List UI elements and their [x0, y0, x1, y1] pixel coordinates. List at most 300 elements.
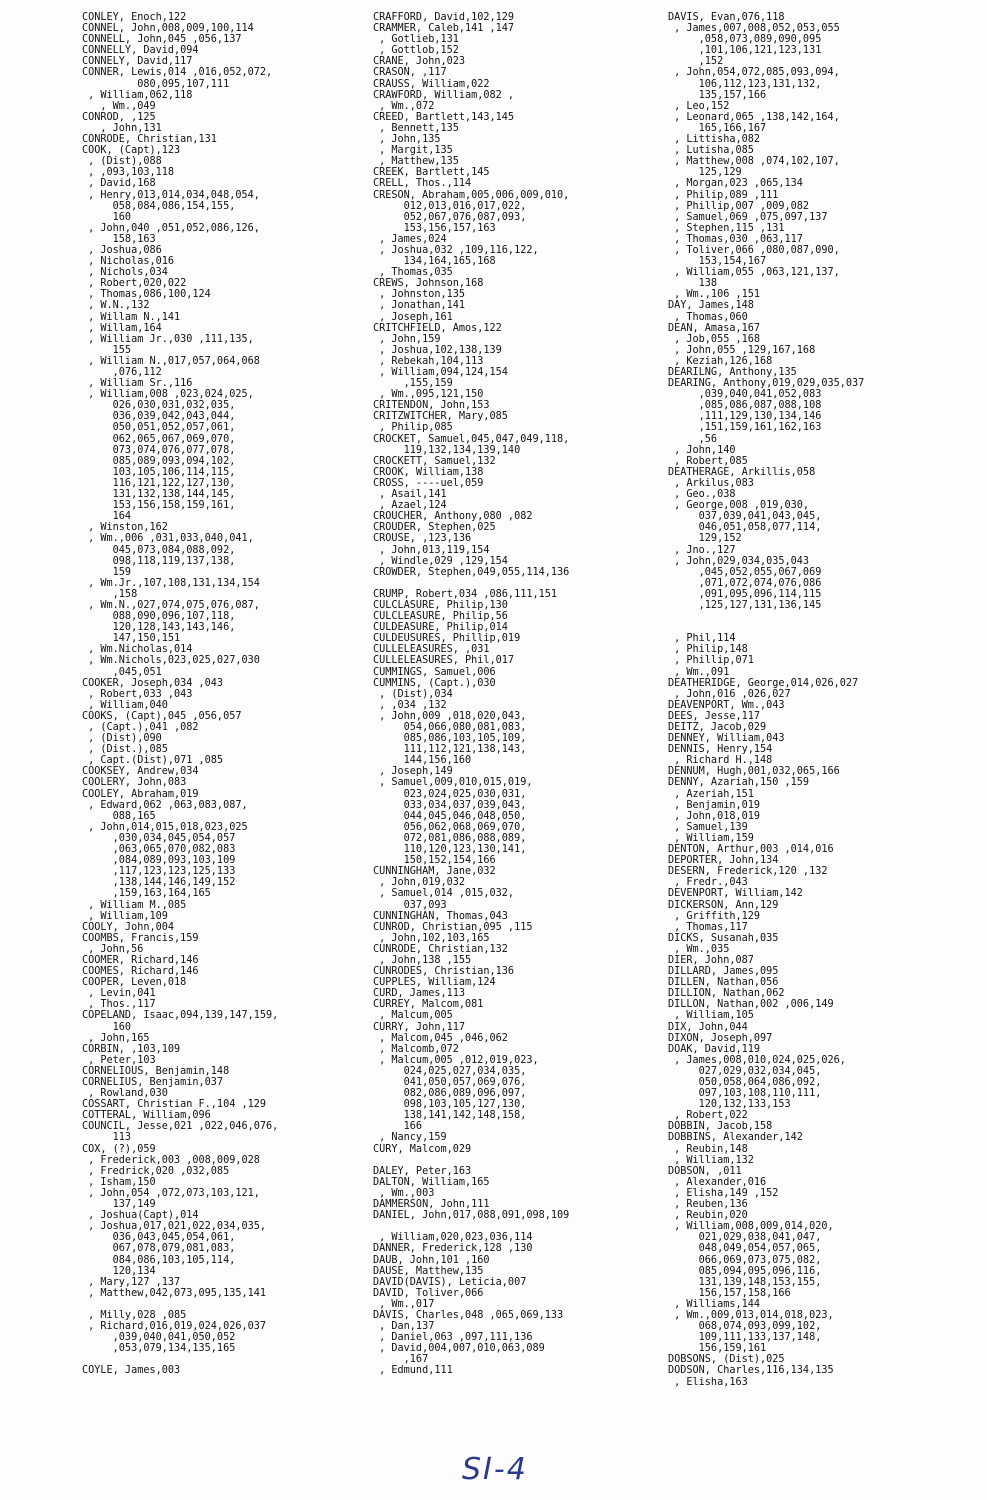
index-entry-line: CROUCHER, Anthony,080 ,082 [373, 511, 533, 523]
index-entry-line: , Fredrick,020 ,032,085 [82, 1165, 230, 1177]
index-entry-line: CONRODE, Christian,131 [82, 134, 217, 146]
index-entry-line: , Henry,013,014,034,048,054, [82, 189, 260, 201]
index-entry-line: , John,055 ,129,167,168 [668, 344, 816, 356]
index-entry-line: CRAMMER, Caleb,141 ,147 [373, 23, 515, 35]
index-entry-line: CROUSE, ,123,136 [373, 533, 472, 545]
index-entry-line: DOAK, David,119 [668, 1043, 761, 1055]
index-entry-line: CRESON, Abraham,005,006,009,010, [373, 189, 570, 201]
index-entry-line: , John,016 ,026,027 [668, 688, 791, 700]
index-entry-line: 054,066,080,081,083, [373, 722, 527, 733]
index-entry-line: 085,094,095,096,116, [668, 1265, 822, 1277]
index-entry-line: CRITCHFIELD, Amos,122 [373, 322, 502, 334]
index-entry-line: , Joshua(Capt),014 [82, 1210, 199, 1222]
index-entry-line: , Thomas,117 [668, 921, 748, 933]
index-entry-line: , William,132 [668, 1154, 754, 1166]
index-entry-line: CURREY, Malcom,081 [373, 999, 484, 1011]
index-entry-line: , Wm.,049 [82, 100, 156, 112]
index-entry-line: , James,024 [373, 233, 447, 245]
index-entry-line: , Joseph,149 [373, 766, 453, 778]
index-entry-line: 119,132,134,139,140 [373, 444, 521, 456]
index-entry-line: , Jno.,127 [668, 544, 736, 556]
index-entry-line: , (Dist),090 [82, 733, 162, 745]
index-entry-line: ,030,034,045,054,057 [82, 832, 236, 844]
index-entry-line: DILLARD, James,095 [668, 966, 779, 978]
index-entry-line: , Samuel,139 [668, 821, 748, 833]
index-entry-line: , Stephen,115 ,131 [668, 222, 785, 234]
index-entry-line: , Joshua,086 [82, 244, 162, 256]
index-entry-line: 153,154,167 [668, 256, 767, 268]
index-entry-line: 037,093 [373, 899, 447, 911]
index-entry-line: 144,156,160 [373, 755, 472, 767]
index-entry-line: , ,034 ,132 [373, 699, 447, 711]
index-entry-line: 158,163 [82, 233, 156, 245]
index-entry-line: DALTON, William,165 [373, 1176, 490, 1188]
index-entry-line: 131,139,148,153,155, [668, 1276, 822, 1288]
index-column-3 [668, 12, 983, 1388]
index-entry-line: CULDEASURE, Philip,014 [373, 622, 508, 634]
index-entry-line: CONNELY, David,117 [82, 56, 193, 68]
index-entry-line: , Azael,124 [373, 500, 447, 512]
index-entry-line: , Phil,114 [668, 633, 736, 645]
index-entry-line: DEES, Jesse,117 [668, 710, 761, 722]
index-entry-line: , Reuben,136 [668, 1199, 748, 1211]
index-entry-line: , Samuel,069 ,075,097,137 [668, 211, 828, 223]
index-entry-line: , John,102,103,165 [373, 932, 490, 944]
index-entry-line: , Winston,162 [82, 522, 168, 534]
index-entry-line: , Bennett,135 [373, 122, 459, 134]
index-entry-line: CROOK, William,138 [373, 466, 484, 478]
index-entry-line: , Samuel,009,010,015,019, [373, 777, 533, 789]
index-entry-line: ,071,072,074,076,086 [668, 577, 822, 589]
index-entry-line: , Wm.,095,121,150 [373, 389, 484, 401]
index-entry-line: ,159,163,164,165 [82, 888, 211, 900]
index-entry-line: CREED, Bartlett,143,145 [373, 111, 515, 123]
index-entry-line: , John,56 [82, 943, 144, 955]
index-entry-line: 072,081,086,088,089, [373, 832, 527, 844]
index-entry-line: , Edmund,111 [373, 1365, 453, 1377]
index-entry-line: DENNUM, Hugh,001,032,065,166 [668, 766, 840, 778]
index-entry-line: COOLERY, John,083 [82, 777, 187, 789]
index-entry-line: CROCKETT, Samuel,132 [373, 455, 496, 467]
index-entry-line: 160 [82, 211, 132, 223]
index-entry-line: , Isham,150 [82, 1176, 156, 1188]
index-entry-line: 085,089,093,094,102, [82, 455, 236, 467]
index-entry-line: DOBSONS, (Dist),025 [668, 1354, 785, 1366]
index-entry-line: , William,062,118 [82, 89, 193, 101]
index-entry-line: 155 [82, 344, 132, 356]
index-entry-line: ,058,073,089,090,095 [668, 34, 822, 46]
index-entry-line: COOLEY, Abraham,019 [82, 788, 199, 800]
index-entry-line: 116,121,122,127,130, [82, 477, 236, 489]
index-entry-line: , Leonard,065 ,138,142,164, [668, 111, 840, 123]
index-entry-line: 097,103,108,110,111, [668, 1088, 822, 1100]
index-entry-line: , George,008 ,019,030, [668, 500, 810, 512]
index-entry-line: , Wm.,009,013,014,018,023, [668, 1309, 834, 1321]
index-entry-line: , Wm.,006 ,031,033,040,041, [82, 533, 254, 545]
index-entry-line: 110,120,123,130,141, [373, 844, 527, 856]
index-entry-line: 026,030,031,032,035, [82, 400, 236, 412]
index-entry-line: CROSS, ----uel,059 [373, 477, 484, 489]
index-entry-line: 082,086,089,096,097, [373, 1088, 527, 1100]
index-entry-line: DEAN, Amasa,167 [668, 322, 761, 334]
index-entry-line: CULCLEASURE, Philip,56 [373, 611, 508, 623]
index-entry-line: DAY, James,148 [668, 300, 754, 312]
index-entry-line: , Windle,029 ,129,154 [373, 555, 508, 567]
index-entry-line: 058,084,086,154,155, [82, 200, 236, 212]
index-entry-line: , Joshua,102,138,139 [373, 344, 502, 356]
index-entry-line: , Leo,152 [668, 100, 730, 112]
index-entry-line: 068,074,093,099,102, [668, 1321, 822, 1333]
index-entry-line: 165,166,167 [668, 122, 767, 134]
index-entry-line: , William,159 [668, 832, 754, 844]
index-entry-line: , Morgan,023 ,065,134 [668, 178, 803, 190]
index-entry-line: , Williams,144 [668, 1298, 761, 1310]
index-entry-line: CONNELL, John,045 ,056,137 [82, 34, 242, 46]
index-entry-line: CRASON, ,117 [373, 67, 447, 79]
index-entry-line: DEARILNG, Anthony,135 [668, 367, 797, 378]
index-entry-line: , John,159 [373, 333, 441, 345]
index-entry-line: 088,090,096,107,118, [82, 611, 236, 623]
index-entry-line: , Littisha,082 [668, 134, 761, 146]
index-entry-line: , Wm.Jr.,107,108,131,134,154 [82, 577, 260, 589]
index-entry-line: CROWDER, Stephen,049,055,114,136 [373, 566, 570, 578]
index-entry-line: DENNY, Azariah,150 ,159 [668, 777, 810, 789]
index-entry-line: , John,131 [82, 122, 162, 134]
index-entry-line: , James,007,008,052,053,055 [668, 23, 840, 35]
index-entry-line: , Thomas,035 [373, 267, 453, 279]
index-entry-line: DAMMERSON, John,111 [373, 1199, 490, 1211]
index-entry-line: , Thomas,060 [668, 311, 748, 323]
index-entry-line: DEVENPORT, William,142 [668, 888, 803, 900]
index-entry-line: DODSON, Charles,116,134,135 [668, 1365, 834, 1377]
index-entry-line: , Fredr.,043 [668, 877, 748, 889]
index-entry-line: , Rebekah,104,113 [373, 355, 484, 367]
index-entry-line: , William,008,009,014,020, [668, 1221, 834, 1233]
index-entry-line: , Azeriah,151 [668, 788, 754, 800]
index-entry-line: , Alexander,016 [668, 1176, 767, 1188]
index-entry-line: , Robert,020,022 [82, 278, 187, 290]
index-entry-line: COOLY, John,004 [82, 921, 175, 933]
index-entry-line: , Elisha,149 ,152 [668, 1187, 779, 1199]
index-entry-line: 134,164,165,168 [373, 256, 496, 268]
index-entry-line: , Wm.Nichols,023,025,027,030 [82, 655, 260, 667]
index-entry-line: 041,050,057,069,076, [373, 1077, 527, 1088]
index-entry-line: DIX, John,044 [668, 1021, 748, 1033]
index-entry-line: 120,132,133,153 [668, 1099, 791, 1111]
index-entry-line: COTTERAL, William,096 [82, 1110, 211, 1122]
index-entry-line: , Wm.N.,027,074,075,076,087, [82, 599, 260, 611]
index-entry-line: CUMMINGS, Samuel,006 [373, 666, 496, 678]
index-column-2 [373, 12, 673, 1377]
index-entry-line: 045,073,084,088,092, [82, 544, 236, 556]
index-entry-line: , William,094,124,154 [373, 367, 508, 378]
index-entry-line: DANNER, Frederick,128 ,130 [373, 1243, 533, 1255]
index-entry-line: , (Capt.),041 ,082 [82, 722, 199, 733]
index-entry-line: CULDEUSURES, Phillip,019 [373, 633, 521, 645]
index-entry-line: 156,159,161 [668, 1343, 767, 1355]
index-entry-line: 046,051,058,077,114, [668, 522, 822, 534]
index-entry-line: , (Dist),088 [82, 156, 162, 168]
index-entry-line: DALEY, Peter,163 [373, 1165, 472, 1177]
index-entry-line: , Nichols,034 [82, 267, 168, 279]
index-entry-line [82, 1354, 367, 1365]
index-entry-line: DILLEN, Nathan,056 [668, 977, 779, 989]
index-entry-line: , Richard,016,019,024,026,037 [82, 1321, 267, 1333]
index-entry-line: DENTON, Arthur,003 ,014,016 [668, 844, 834, 856]
index-entry-line: CULCLASURE, Philip,130 [373, 599, 508, 611]
index-entry-line: , Robert,033 ,043 [82, 688, 193, 700]
index-entry-line: CONNEL, John,008,009,100,114 [82, 23, 254, 35]
index-entry-line: , Geo.,038 [668, 489, 736, 501]
index-entry-line: , Wm.,017 [373, 1298, 435, 1310]
index-entry-line: COUNCIL, Jesse,021 ,022,046,076, [82, 1121, 279, 1133]
index-entry-line: ,167 [373, 1354, 429, 1366]
index-entry-line: ,045,052,055,067,069 [668, 566, 822, 578]
index-entry-line: , Philip,089 ,111 [668, 189, 779, 201]
index-entry-line: , Philip,148 [668, 644, 748, 656]
index-entry-line: 080,095,107,111 [82, 78, 230, 90]
index-entry-line: 050,058,064,086,092, [668, 1077, 822, 1088]
index-entry-line: 024,025,027,034,035, [373, 1065, 527, 1077]
index-entry-line: , William,008 ,023,024,025, [82, 389, 254, 401]
index-entry-line: , ,093,103,118 [82, 167, 175, 179]
index-entry-line: 125,129 [668, 167, 742, 179]
index-column-1 [82, 12, 367, 1377]
index-entry-line: CRAWFORD, William,082 , [373, 89, 515, 101]
index-entry-line: , Joshua,017,021,022,034,035, [82, 1221, 267, 1233]
index-entry-line: ,158 [82, 588, 138, 600]
index-entry-line: CRANE, John,023 [373, 56, 466, 68]
index-entry-line: , Peter,103 [82, 1054, 156, 1066]
index-entry-line: , John,040 ,051,052,086,126, [82, 222, 260, 234]
index-entry-line: , Thomas,030 ,063,117 [668, 233, 803, 245]
index-entry-line: 033,034,037,039,043, [373, 799, 527, 811]
index-entry-line: DAVIS, Evan,076,118 [668, 12, 785, 23]
index-entry-line: , Keziah,126,168 [668, 355, 773, 367]
index-entry-line: , Richard H.,148 [668, 755, 773, 767]
index-entry-line: , Nicholas,016 [82, 256, 175, 268]
index-entry-line: CRITENDON, John,153 [373, 400, 490, 412]
index-entry-line: DOBSON, ,011 [668, 1165, 742, 1177]
index-entry-line: 120,128,143,143,146, [82, 622, 236, 634]
index-entry-line: , Dan,137 [373, 1321, 435, 1333]
index-entry-line: DIER, John,087 [668, 954, 754, 966]
index-entry-line: , Frederick,003 ,008,009,028 [82, 1154, 260, 1166]
index-entry-line: 156,157,158,166 [668, 1287, 791, 1299]
index-entry-line: , John,054,072,085,093,094, [668, 67, 840, 79]
index-entry-line: ,091,095,096,114,115 [668, 588, 822, 600]
index-entry-line [82, 1299, 367, 1310]
index-entry-line: 164 [82, 511, 132, 523]
index-entry-line: 084,086,103,105,114, [82, 1254, 236, 1266]
index-entry-line: DANIEL, John,017,088,091,098,109 [373, 1210, 570, 1222]
index-entry-line: , Reubin,020 [668, 1210, 748, 1222]
index-entry-line: ,111,129,130,134,146 [668, 411, 822, 423]
index-entry-line: , David,004,007,010,063,089 [373, 1343, 545, 1355]
index-entry-line: ,039,040,041,052,083 [668, 389, 822, 401]
index-entry-line: 129,152 [668, 533, 742, 545]
index-entry-line: CUNNINGHAN, Thomas,043 [373, 910, 508, 922]
index-entry-line: COOMER, Richard,146 [82, 954, 199, 966]
index-entry-line: 067,078,079,081,083, [82, 1243, 236, 1255]
index-entry-line: CRAUSS, William,022 [373, 78, 490, 90]
index-entry-line [668, 622, 983, 633]
index-entry-line: 027,029,032,034,045, [668, 1065, 822, 1077]
index-entry-line: 111,112,121,138,143, [373, 744, 527, 756]
index-entry-line: , Malcomb,072 [373, 1043, 459, 1055]
index-entry-line: DAVID, Toliver,066 [373, 1287, 484, 1299]
index-entry-line: 048,049,054,057,065, [668, 1243, 822, 1255]
index-entry-line: CRUMP, Robert,034 ,086,111,151 [373, 588, 558, 600]
index-entry-line: , (Dist),034 [373, 688, 453, 700]
index-entry-line: DEPORTER, John,134 [668, 855, 779, 867]
index-entry-line: ,045,051 [82, 666, 162, 678]
index-entry-line: , Malcum,005 ,012,019,023, [373, 1054, 539, 1066]
index-entry-line: , Reubin,148 [668, 1143, 748, 1155]
index-entry-line: ,155,159 [373, 378, 453, 390]
index-entry-line: CROCKET, Samuel,045,047,049,118, [373, 433, 570, 445]
index-entry-line: ,084,089,093,103,109 [82, 855, 236, 867]
index-entry-line: , William Jr.,030 ,111,135, [82, 333, 254, 345]
index-entry-line: ,125,127,131,136,145 [668, 599, 822, 611]
index-entry-line: CONLEY, Enoch,122 [82, 12, 187, 23]
index-entry-line: , Matthew,135 [373, 156, 459, 168]
index-entry-line: 044,045,046,048,050, [373, 810, 527, 822]
index-entry-line: 147,150,151 [82, 633, 181, 645]
index-entry-line: COX, (?),059 [82, 1143, 156, 1155]
index-entry-line: , William M.,085 [82, 899, 187, 911]
index-entry-line: 150,152,154,166 [373, 855, 496, 867]
index-entry-line: 160 [82, 1021, 132, 1033]
index-entry-line: , Wm.,035 [668, 943, 730, 955]
index-entry-line: , John,019,032 [373, 877, 466, 889]
index-entry-line: 056,062,068,069,070, [373, 821, 527, 833]
index-entry-line: COOMBS, Francis,159 [82, 932, 199, 944]
index-entry-line: 085,086,103,105,109, [373, 733, 527, 745]
index-entry-line: DIXON, Joseph,097 [668, 1032, 773, 1044]
index-entry-line: 153,156,157,163 [373, 222, 496, 234]
index-entry-line: 106,112,123,131,132, [668, 78, 822, 90]
index-entry-line [373, 1221, 673, 1232]
index-entry-line: DEAVENPORT, Wm.,043 [668, 699, 785, 711]
index-entry-line: COPELAND, Isaac,094,139,147,159, [82, 1010, 279, 1022]
index-entry-line: , Thomas,086,100,124 [82, 289, 211, 301]
index-entry-line: CULLELEASURES, ,031 [373, 644, 490, 656]
index-entry-line: , Daniel,063 ,097,111,136 [373, 1332, 533, 1344]
index-entry-line: CREEK, Bartlett,145 [373, 167, 490, 179]
index-entry-line: ,152 [668, 56, 724, 68]
index-entry-line: , Wm.,003 [373, 1187, 435, 1199]
index-entry-line: DEATHERIDGE, George,014,026,027 [668, 677, 859, 689]
index-entry-line: DENNIS, Henry,154 [668, 744, 773, 756]
index-entry-line: , John,009 ,018,020,043, [373, 710, 527, 722]
index-entry-line: 131,132,138,144,145, [82, 489, 236, 501]
index-entry-line: , John,029,034,035,043 [668, 555, 810, 567]
index-entry-line: , William,055 ,063,121,137, [668, 267, 840, 279]
index-entry-line: DEATHERAGE, Arkillis,058 [668, 466, 816, 478]
index-entry-line: , Malcum,005 [373, 1010, 453, 1022]
index-entry-line: , John,018,019 [668, 810, 761, 822]
index-entry-line: , Gottlob,152 [373, 45, 459, 57]
index-entry-line: DEARING, Anthony,019,029,035,037 [668, 378, 865, 390]
index-entry-line: CRITZWITCHER, Mary,085 [373, 411, 508, 423]
index-entry-line: CRAFFORD, David,102,129 [373, 12, 515, 23]
index-entry-line [668, 611, 983, 622]
index-entry-line: , John,135 [373, 134, 441, 146]
index-entry-line: 137,149 [82, 1199, 156, 1211]
index-entry-line: , John,014,015,018,023,025 [82, 821, 248, 833]
index-entry-line: ,053,079,134,135,165 [82, 1343, 236, 1355]
index-entry-line: DOBBINS, Alexander,142 [668, 1132, 803, 1144]
index-entry-line: 098,118,119,137,138, [82, 555, 236, 567]
index-entry-line: , Robert,022 [668, 1110, 748, 1122]
index-entry-line: CONNER, Lewis,014 ,016,052,072, [82, 67, 273, 79]
index-entry-line: CONNELLY, David,094 [82, 45, 199, 57]
index-entry-line: 036,039,042,043,044, [82, 411, 236, 423]
index-entry-line: COSSART, Christian F.,104 ,129 [82, 1099, 267, 1111]
index-entry-line: 138 [668, 278, 718, 290]
index-entry-line: 037,039,041,043,045, [668, 511, 822, 523]
index-entry-line: DAUB, John,101 ,160 [373, 1254, 490, 1266]
index-entry-line: , William N.,017,057,064,068 [82, 355, 260, 367]
index-entry-line: , John,138 ,155 [373, 954, 472, 966]
index-entry-line: CURRY, John,117 [373, 1021, 466, 1033]
index-entry-line: , Matthew,008 ,074,102,107, [668, 156, 840, 168]
index-entry-line: CUNRODE, Christian,132 [373, 943, 508, 955]
index-entry-line: 166 [373, 1121, 423, 1133]
index-entry-line: 012,013,016,017,022, [373, 200, 527, 212]
index-entry-line: 088,165 [82, 810, 156, 822]
index-entry-line: , Toliver,066 ,080,087,090, [668, 244, 840, 256]
index-entry-line: ,085,086,087,088,108 [668, 400, 822, 412]
index-entry-line: , Thos.,117 [82, 999, 156, 1011]
index-entry-line: COOKSEY, Andrew,034 [82, 766, 199, 778]
index-entry-line: CUNNINGHAM, Jane,032 [373, 866, 496, 878]
index-entry-line: , Wm.,072 [373, 100, 435, 112]
index-entry-line: , Matthew,042,073,095,135,141 [82, 1287, 267, 1299]
index-entry-line: 066,069,073,075,082, [668, 1254, 822, 1266]
index-entry-line: ,076,112 [82, 367, 162, 378]
index-entry-line: CUPPLES, William,124 [373, 977, 496, 989]
index-entry-line: , Wm.Nicholas,014 [82, 644, 193, 656]
index-entry-line: DICKS, Susanah,035 [668, 932, 779, 944]
index-entry-line: , Nancy,159 [373, 1132, 447, 1144]
index-entry-line: , John,054 ,072,073,103,121, [82, 1187, 260, 1199]
index-entry-line: , Willam N.,141 [82, 311, 181, 323]
index-entry-line: , (Dist.),085 [82, 744, 168, 756]
index-entry-line: DILLON, Nathan,002 ,006,149 [668, 999, 834, 1011]
index-entry-line: COOMES, Richard,146 [82, 966, 199, 978]
index-entry-line: COOKS, (Capt),045 ,056,057 [82, 710, 242, 722]
index-entry-line: , James,008,010,024,025,026, [668, 1054, 846, 1066]
index-entry-line: DESERN, Frederick,120 ,132 [668, 866, 828, 878]
index-entry-line: 062,065,067,069,070, [82, 433, 236, 445]
index-entry-line: , Asail,141 [373, 489, 447, 501]
index-entry-line: CURD, James,113 [373, 988, 466, 1000]
index-entry-line: 109,111,133,137,148, [668, 1332, 822, 1344]
index-entry-line: 135,157,166 [668, 89, 767, 101]
index-entry-line: CONROD, ,125 [82, 111, 156, 123]
index-entry-line: DAVIS, Charles,048 ,065,069,133 [373, 1309, 564, 1321]
index-entry-line: , Philip,085 [373, 422, 453, 434]
index-entry-line: , Samuel,014 ,015,032, [373, 888, 515, 900]
index-entry-line: , William Sr.,116 [82, 378, 193, 390]
index-entry-line: , Malcom,045 ,046,062 [373, 1032, 508, 1044]
index-entry-line: COOPER, Leven,018 [82, 977, 187, 989]
index-entry-line: DICKERSON, Ann,129 [668, 899, 779, 911]
index-entry-line: , David,168 [82, 178, 156, 190]
page-label: SI-4 [462, 1452, 528, 1487]
